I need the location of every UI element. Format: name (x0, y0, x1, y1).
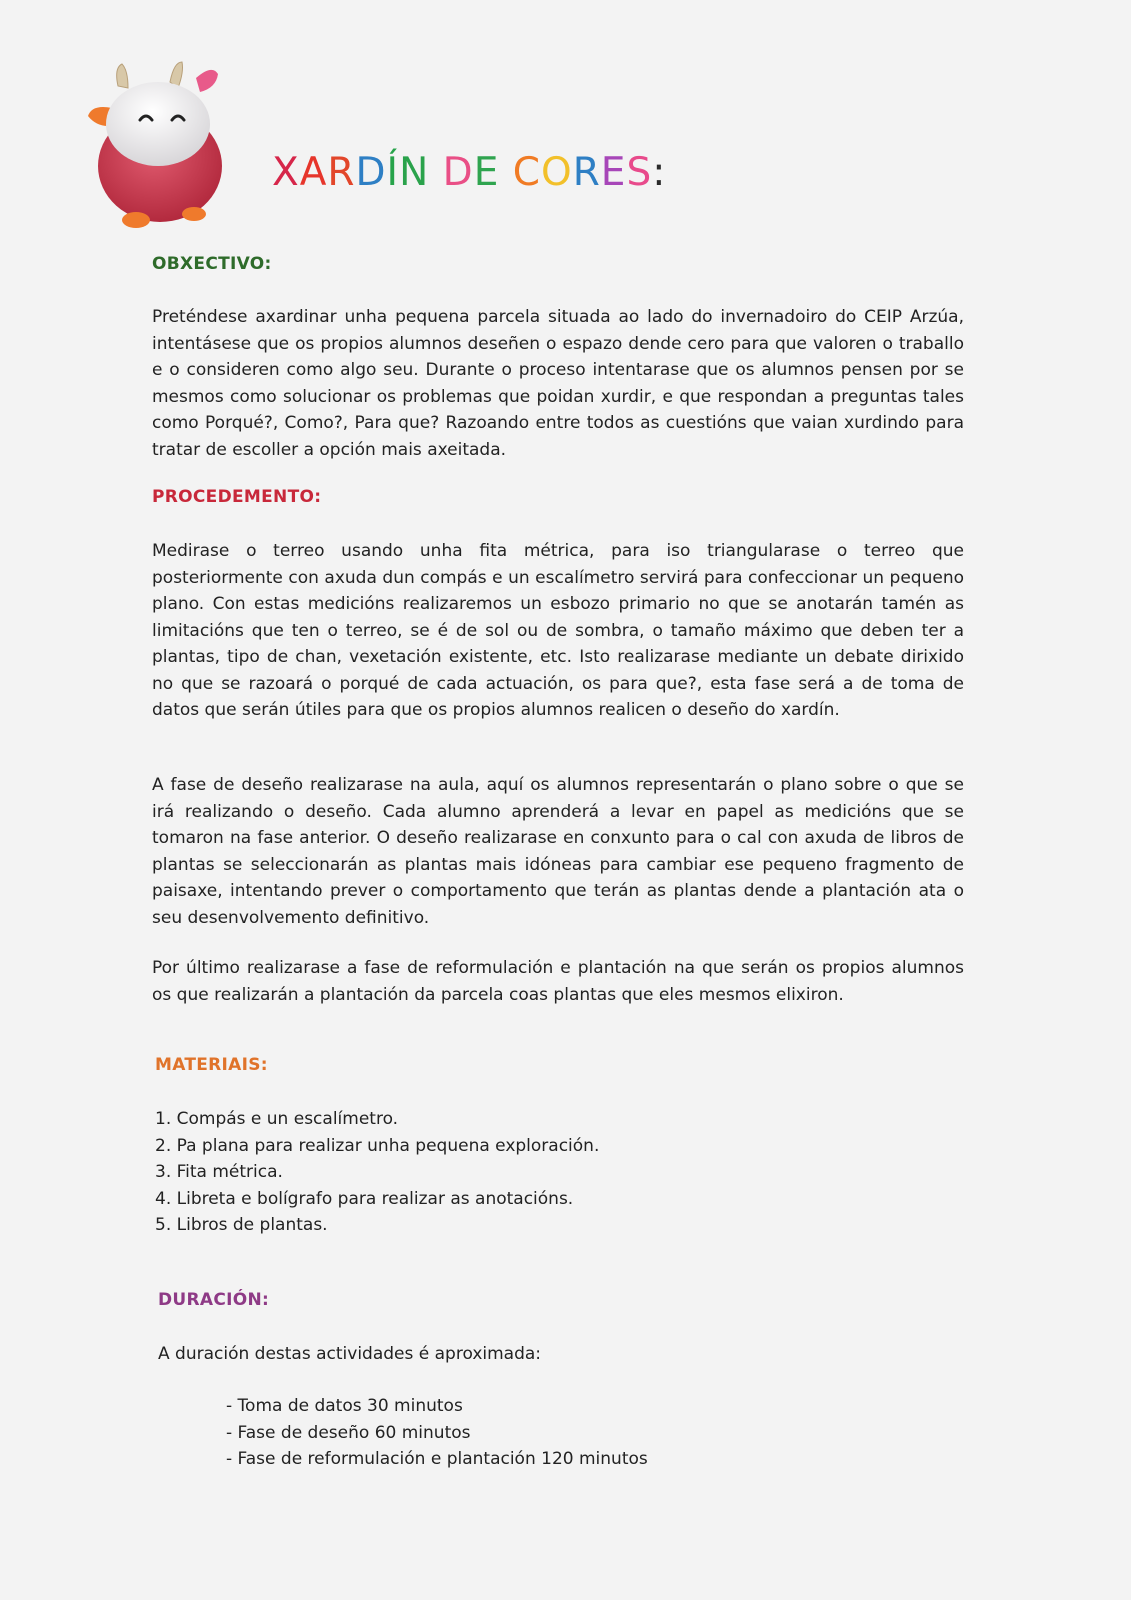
duracion-list-wrapper (226, 1393, 1046, 1473)
section-procedemento (152, 487, 972, 507)
title-letter: E (473, 150, 500, 195)
section-duracion (158, 1290, 978, 1310)
materiais-list-wrapper (155, 1106, 975, 1239)
title-letter: E (600, 150, 627, 195)
title-letter: R (572, 150, 601, 195)
procedemento-paragraph-1: Medirase o terreo usando unha fita métrica, para iso triangularase o terreo que posteriormente con axuda dun compás e un escalímetro servirá para confeccionar un pequeno plano. Con estas medicións realizaremos un esbozo primario no que se anotarán tamén as limitacións que ten o terreo, se é de sol ou de sombra, o tamaño máximo que deben ter a plantas, tipo de chan, vexetación existente, etc. Isto realizarase mediante un debate dirixido no que se razoará o porqué de cada actuación, os para que?, esta fase será a de toma de datos que serán útiles para que os propios alumnos realicen o deseño do xardín. (152, 541, 964, 720)
title-letter: D (442, 150, 474, 195)
title-letter: N (399, 150, 430, 195)
title-letter: D (355, 150, 387, 195)
title-letter: S (626, 150, 653, 195)
title-letter: R (327, 150, 356, 195)
title-letter: : (652, 150, 667, 195)
crochet-mascot-illustration (78, 46, 258, 236)
list-item: 1. Compás e un escalímetro. (155, 1109, 399, 1129)
heading-obxectivo: OBXECTIVO: (152, 254, 272, 274)
duracion-list (226, 1393, 1046, 1473)
list-item: - Fase de reformulación e plantación 120 minutos (226, 1446, 1046, 1473)
obxectivo-body (152, 304, 972, 463)
list-item: - Toma de datos 30 minutos (226, 1393, 1046, 1420)
title-letter: Í (386, 150, 400, 195)
duracion-intro: A duración destas actividades é aproximada: (158, 1344, 542, 1364)
list-item: 4. Libreta e bolígrafo para realizar as anotacións. (155, 1188, 574, 1209)
title-space (429, 150, 442, 195)
obxectivo-paragraph: Preténdese axardinar unha pequena parcela situada ao lado do invernadoiro do CEIP Arzúa, intentásese que os propios alumnos deseñen o espazo dende cero para que valoren o traballo e o consideren como algo seu. Durante o proceso intentarase que os alumnos pensen por se mesmos como solucionar os problemas que poidan xurdir, e que respondan a preguntas tales como Porqué?, Como?, Para que? Razoando entre todos as cuestións que vaian xurdindo para tratar de escoller a opción mais axeitada. (152, 307, 964, 460)
procedemento-paragraph-3: Por último realizarase a fase de reformulación e plantación na que serán os propios alumnos os que realizarán a plantación da parcela coas plantas que eles mesmos elixiron. (152, 958, 964, 1005)
procedemento-body-1 (152, 538, 972, 724)
duracion-intro-wrapper (158, 1341, 978, 1368)
section-materiais (155, 1055, 975, 1075)
list-item: 2. Pa plana para realizar unha pequena exploración. (155, 1135, 600, 1156)
title-letter: C (512, 150, 541, 195)
procedemento-body-3 (152, 955, 972, 1008)
section-obxectivo (152, 254, 972, 274)
procedemento-paragraph-2: A fase de deseño realizarase na aula, aquí os alumnos representarán o plano sobre o que se irá realizando o deseño. Cada alumno aprenderá a levar en papel as medicións que se tomaron na fase anterior. O deseño realizarase en conxunto para o cal con axuda de libros de plantas se seleccionarán as plantas mais idóneas para cambiar ese pequeno fragmento de paisaxe, intentando prever o comportamento que terán as plantas dende a plantación ata o seu desenvolvemento definitivo. (152, 775, 964, 928)
list-item: - Fase de deseño 60 minutos (226, 1420, 1046, 1447)
title-space (499, 150, 512, 195)
title-letter: X (272, 150, 300, 195)
materiais-list (155, 1106, 975, 1239)
page-title (272, 150, 666, 195)
heading-materiais: MATERIAIS: (155, 1055, 268, 1075)
list-item: 3. Fita métrica. (155, 1162, 283, 1182)
list-item: 5. Libros de plantas. (155, 1215, 328, 1235)
heading-duracion: DURACIÓN: (158, 1290, 270, 1310)
procedemento-body-2 (152, 772, 972, 931)
heading-procedemento: PROCEDEMENTO: (152, 487, 322, 507)
title-letter: O (540, 150, 573, 195)
title-letter: A (299, 150, 328, 195)
